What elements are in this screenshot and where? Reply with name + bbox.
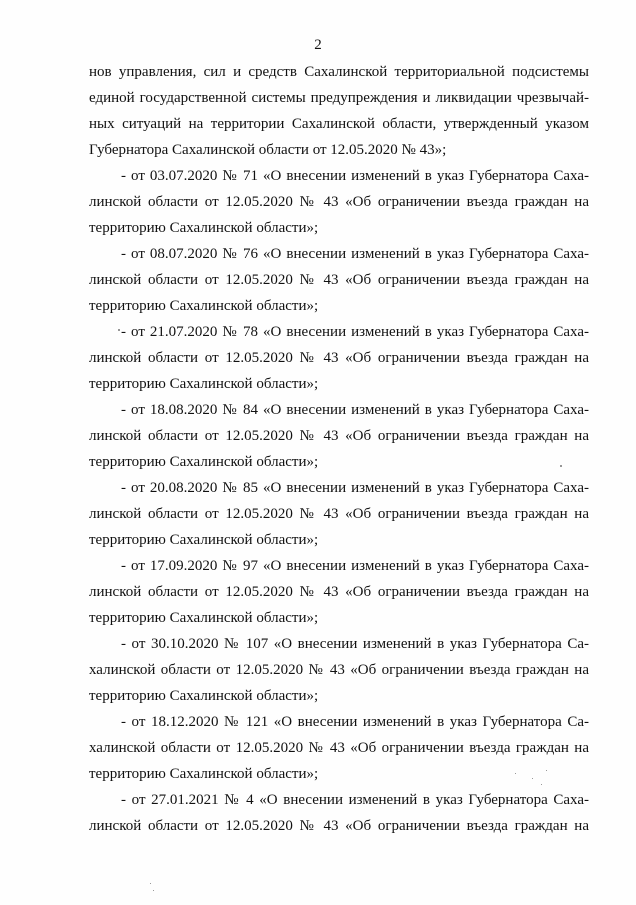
- text-line: территорию Сахалинской области»;: [89, 610, 319, 626]
- text-line: территорию Сахалинской области»;: [89, 532, 319, 548]
- scan-speck: [560, 465, 562, 467]
- text-line: халинской области от 12.05.2020 № 43 «Об ограничении въезда граждан на: [89, 740, 589, 756]
- text-line: линской области от 12.05.2020 № 43 «Об ограничении въезда граждан на: [89, 506, 589, 522]
- scan-speck: [118, 329, 120, 331]
- text-line: халинской области от 12.05.2020 № 43 «Об ограничении въезда граждан на: [89, 662, 589, 678]
- text-line: - от 27.01.2021 № 4 «О внесении изменений в указ Губернатора Саха-: [121, 792, 589, 808]
- text-line: территорию Сахалинской области»;: [89, 298, 319, 314]
- text-line: - от 08.07.2020 № 76 «О внесении изменений в указ Губернатора Саха-: [121, 246, 589, 262]
- text-line: единой государственной системы предупреждения и ликвидации чрезвычай-: [89, 90, 589, 106]
- text-line: - от 30.10.2020 № 107 «О внесении изменений в указ Губернатора Са-: [121, 636, 589, 652]
- scan-speck: [532, 778, 533, 779]
- text-line: - от 18.12.2020 № 121 «О внесении изменений в указ Губернатора Са-: [121, 714, 589, 730]
- text-line: территорию Сахалинской области»;: [89, 688, 319, 704]
- text-line: линской области от 12.05.2020 № 43 «Об ограничении въезда граждан на: [89, 194, 589, 210]
- text-line: линской области от 12.05.2020 № 43 «Об ограничении въезда граждан на: [89, 818, 589, 834]
- text-line: нов управления, сил и средств Сахалинской территориальной подсистемы: [89, 64, 589, 80]
- text-line: - от 03.07.2020 № 71 «О внесении изменений в указ Губернатора Саха-: [121, 168, 589, 184]
- text-line: территорию Сахалинской области»;: [89, 454, 319, 470]
- text-line: - от 21.07.2020 № 78 «О внесении изменений в указ Губернатора Саха-: [121, 324, 589, 340]
- page-number: 2: [314, 37, 322, 53]
- text-line: - от 20.08.2020 № 85 «О внесении изменений в указ Губернатора Саха-: [121, 480, 589, 496]
- text-line: линской области от 12.05.2020 № 43 «Об ограничении въезда граждан на: [89, 428, 589, 444]
- document-body: [89, 59, 589, 839]
- text-line: территорию Сахалинской области»;: [89, 220, 319, 236]
- scan-speck: [153, 890, 154, 891]
- text-line: линской области от 12.05.2020 № 43 «Об ограничении въезда граждан на: [89, 272, 589, 288]
- scan-speck: [150, 883, 151, 884]
- text-line: территорию Сахалинской области»;: [89, 376, 319, 392]
- text-line: линской области от 12.05.2020 № 43 «Об ограничении въезда граждан на: [89, 350, 589, 366]
- text-line: территорию Сахалинской области»;: [89, 766, 319, 782]
- scan-speck: [546, 770, 547, 771]
- text-line: - от 18.08.2020 № 84 «О внесении изменений в указ Губернатора Саха-: [121, 402, 589, 418]
- text-line: линской области от 12.05.2020 № 43 «Об ограничении въезда граждан на: [89, 584, 589, 600]
- scan-speck: [541, 784, 542, 785]
- text-line: - от 17.09.2020 № 97 «О внесении изменений в указ Губернатора Саха-: [121, 558, 589, 574]
- text-line: Губернатора Сахалинской области от 12.05.2020 № 43»;: [89, 142, 447, 158]
- text-line: ных ситуаций на территории Сахалинской области, утвержденный указом: [89, 116, 589, 132]
- scan-speck: [515, 773, 516, 774]
